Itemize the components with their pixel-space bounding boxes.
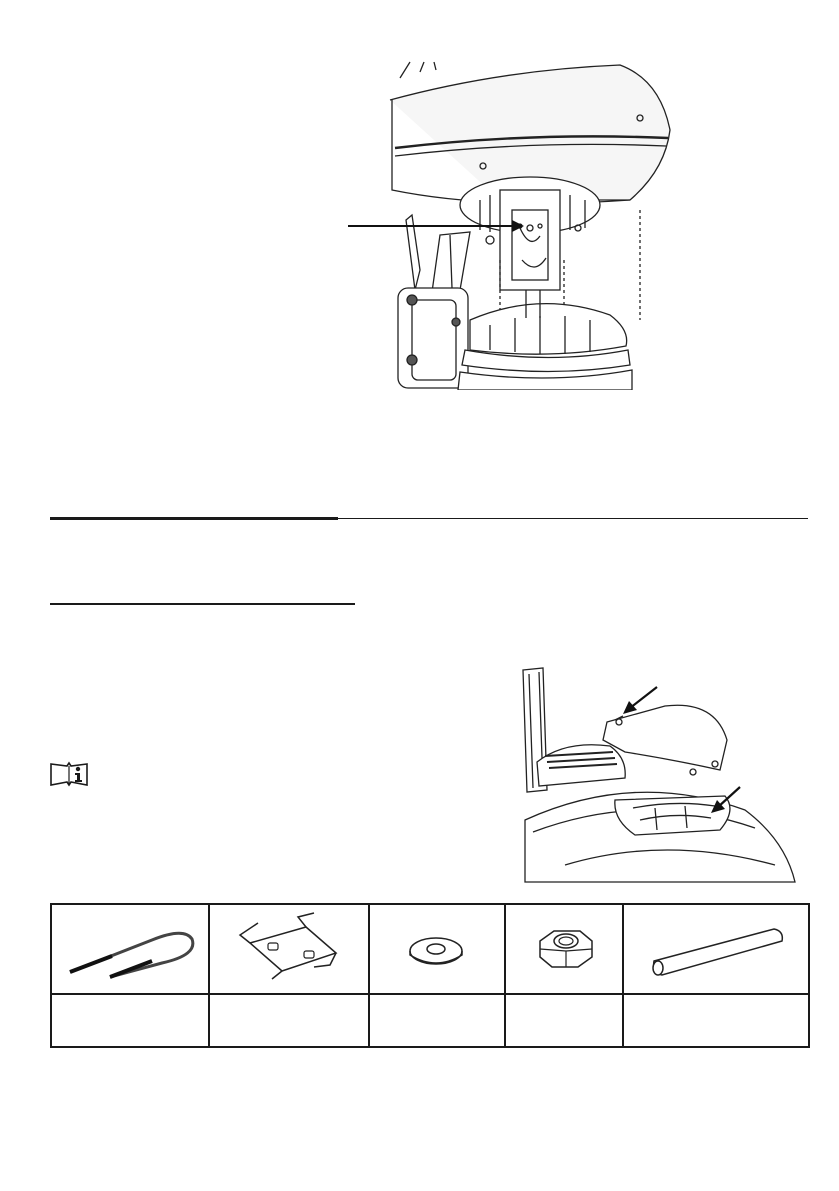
part-cell bbox=[505, 904, 623, 994]
section-rule bbox=[50, 517, 338, 520]
part-label bbox=[51, 994, 209, 1047]
hex-nut-icon bbox=[506, 905, 622, 993]
section-rule-thin bbox=[338, 518, 808, 519]
part-label bbox=[505, 994, 623, 1047]
part-cell bbox=[623, 904, 809, 994]
part-label bbox=[369, 994, 505, 1047]
parts-label-row bbox=[51, 994, 809, 1047]
part-label bbox=[209, 994, 369, 1047]
parts-table bbox=[50, 903, 810, 1048]
sensor-assembly-illustration bbox=[340, 60, 680, 390]
figure-rain-gauge bbox=[515, 660, 807, 885]
figure-sensor-assembly bbox=[340, 60, 680, 390]
info-book-icon bbox=[49, 760, 89, 788]
spacer-tube-icon bbox=[624, 905, 808, 993]
part-label bbox=[623, 994, 809, 1047]
part-cell bbox=[209, 904, 369, 994]
part-cell bbox=[369, 904, 505, 994]
subsection-rule bbox=[50, 603, 355, 605]
rain-gauge-illustration bbox=[515, 660, 807, 885]
parts-image-row bbox=[51, 904, 809, 994]
u-bolt-icon bbox=[52, 905, 208, 993]
part-cell bbox=[51, 904, 209, 994]
washer-icon bbox=[370, 905, 504, 993]
mounting-bracket-icon bbox=[210, 905, 368, 993]
